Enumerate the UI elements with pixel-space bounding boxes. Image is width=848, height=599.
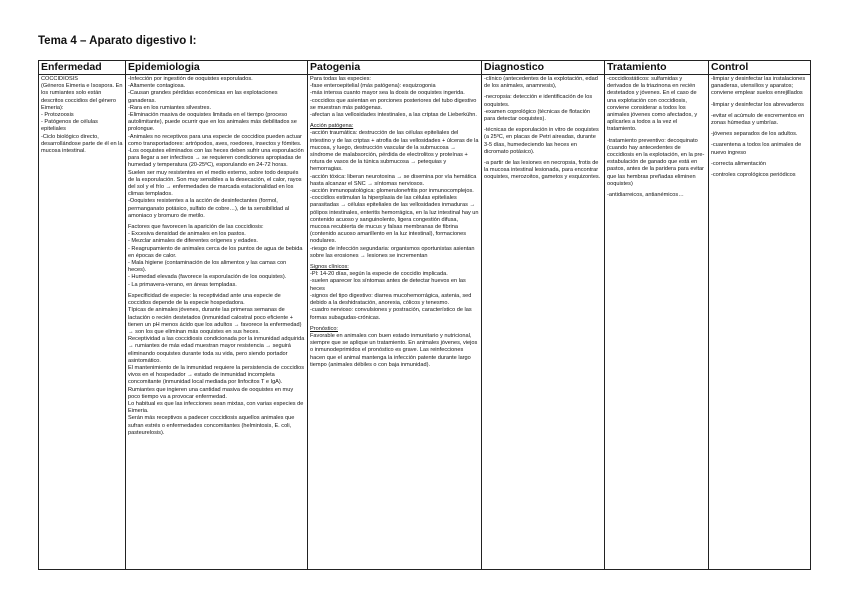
diagnostico-line: -técnicas de esporulación in vitro de ooquistes (a 25ºC, en placas de Petri aireadas, durante 3-5 días, humedeciendo las heces en dicromato potásico). — [484, 127, 601, 155]
header-control: Control — [709, 61, 811, 75]
patogenia-line: -acción traumática: destrucción de las células epiteliales del intestino y de las criptas + atrofia de las vellosidades + úlceras de la mucosa, y luego, destrucción vascular de la submucosa → síndrome de malabsorción, pérdida de electrolitos y proteínas + rotura de vasos de la túnica submucosa → petequias y hemorragias. — [310, 130, 481, 173]
epidemiologia-line: -Los ooquistes eliminados con las heces deben sufrir una esporulación para llegar a ser infectivos → se requieren condiciones apropiadas de humedad y temperatura (20-25ºC), esporulando en 24-72 horas. Suelen ser muy resistentes en el medio externo, sobre todo después de la esporulación. Son muy sensibles a la desecación, el calor, rayos del sol y el frío → enfermedades de marcada estacionalidad en los climas templados. — [128, 148, 306, 198]
patogenia-line: -riesgo de infección segundaria: organismos oportunistas asientan sobre las erosiones → lesiones se incrementan — [310, 245, 477, 259]
diagnostico-line: -a partir de las lesiones en necropsia, frotis de la mucosa intestinal lesionada, para encontrar ooquistes, merozoitos, gametos y esquizontes. — [484, 160, 601, 181]
header-tratamiento: Tratamiento — [605, 61, 709, 75]
cell-enfermedad — [39, 75, 126, 570]
patogenia-line: -suelen aparecer los síntomas antes de detectar huevos en las heces — [310, 278, 468, 292]
epidemiologia-line: - Reagrupamiento de animales cerca de los puntos de agua de bebida en épocas de calor. — [128, 245, 305, 259]
patogenia-line: -acción tóxica: liberan neurotoxina → se disemina por vía hemática hasta alcanzar el SNC → síntomas nerviosos. — [310, 173, 478, 187]
control-line: -correcta alimentación — [711, 160, 767, 167]
epidemiologia-line: Típicas de animales jóvenes, durante las primeras semanas de lactación o recién destetados (inmunidad calostral poco eficiente + tienen un pH menos ácido que los adultos → favorece la enfermedad) → son los que eliminan más ooquistes en sus heces. — [128, 307, 304, 335]
table-header-row — [39, 61, 811, 75]
tratamiento-line: -tratamiento preventivo: decoquinato (cuando hay antecedentes de coccidiosis en la explotación, en la pre-estabulación de ganado que está en pastos, antes de la paridera para evitar que las hembras preñadas eliminen ooquistes) — [607, 137, 706, 187]
cell-control — [709, 75, 811, 570]
epidemiologia-line: -Infección por ingestión de ooquistes esporulados. — [128, 76, 253, 82]
epidemiologia-line: -Ooquistes resistentes a la acción de desinfectantes (formol, permanganato potásico, sulfato de cobre…), de ta sensibilidad al amoniaco y bromuro de metilo. — [128, 198, 291, 219]
epidemiologia-line: Especificidad de especie: la receptividad ante una especie de coccidios depende de la especie hospedadora. — [128, 292, 283, 307]
patogenia-line: -coccidios que asientan en porciones posteriores del tubo digestivo se muestran más patógenas. — [310, 97, 478, 111]
enfermedad-line: COCCIDIOSIS — [41, 76, 78, 82]
patogenia-line: Pronóstico: — [310, 325, 338, 332]
enfermedad-line: - Protozoosis — [41, 112, 74, 119]
epidemiologia-line: -Eliminación masiva de ooquistes limitada en el tiempo (proceso autolimitante), puede ocurrir que en los animales más debilitados se prolongue. — [128, 112, 299, 133]
tratamiento-line: -antidiarreicos, antianémicos… — [607, 192, 684, 199]
patogenia-line: Signos clínicos: — [310, 264, 349, 271]
patogenia-line: Favorable en animales con buen estado inmunitario y nutricional, siempre que se aplique un tratamiento. En animales jóvenes, viejos o inmunodeprimidos el pronóstico es grave. Las reinfecciones hacen que el animal mantenga la infección patente durante largo tiempo (animales débiles o con baja inmunidad). — [310, 332, 479, 368]
header-enfermedad: Enfermedad — [39, 61, 126, 75]
cell-tratamiento — [605, 75, 709, 570]
epidemiologia-line: - La primavera-verano, en áreas templadas. — [128, 281, 237, 288]
enfermedad-line: (Géneros Eimeria e Isospora. En los rumiantes solo están descritos coccidios del género Eimeria): — [41, 83, 125, 111]
header-diagnostico: Diagnostico — [482, 61, 605, 75]
page-title: Tema 4 – Aparato digestivo I: — [38, 35, 197, 47]
patogenia-line: -afectan a las vellosidades intestinales, a las criptas de Lieberkühn. — [310, 112, 477, 119]
cell-epidemiologia — [126, 75, 308, 570]
epidemiologia-line: -Animales no receptivos para una especie de coccidios pueden actuar como transportadores: artrópodos, aves, roedores, insectos y fómites. — [128, 133, 304, 147]
epidemiologia-line: -Rara en los rumiantes silvestres. — [128, 104, 212, 111]
control-line: -evitar el acúmulo de excrementos en zonas húmedas y umbrías. — [711, 112, 806, 127]
header-epidemiologia: Epidemiologia — [126, 61, 308, 75]
patogenia-line: -cuadro nervioso: convulsiones y postración, característico de las formas subagudas-crónicas. — [310, 307, 474, 321]
epidemiologia-line: El mantenimiento de la inmunidad requiere la persistencia de coccidios vivos en el hospedador → estado de inmunidad incompleta concomitante (inmunidad local mediada por linfocitos T e IgA). — [128, 364, 306, 386]
patogenia-line: -Pl: 14-20 días, según la especie de coccidio implicada. — [310, 271, 448, 278]
patogenia-line: Acción patógena: — [310, 123, 354, 130]
control-line: -controles coprológicos periódicos — [711, 172, 796, 179]
diagnostico-line: -clínico (antecedentes de la explotación, edad de los animales, anamnesis), — [484, 76, 600, 90]
epidemiologia-line: - Mezclar animales de diferentes orígenes y edades. — [128, 238, 258, 245]
patogenia-line: -fase enteroepitelial (más patógena): esquizogonia — [310, 83, 436, 90]
patogenia-line: Para todas las especies: — [310, 76, 371, 82]
epidemiologia-line: - Humedad elevada (favorece la esporulación de los ooquistes). — [128, 274, 287, 281]
epidemiologia-line: Factores que favorecen la aparición de las coccidiosis: — [128, 224, 264, 231]
control-line: -limpiar y desinfectar los abrevaderos — [711, 101, 804, 108]
tratamiento-line: -coccidiostáticos: sulfamidas y derivados de la triazinona en recién destetados y jóvenes. En el caso de una explotación con coccidiosis, conviene considerar a todos los animales jóvenes como afectados, y aplicarles a todos a la vez el tratamiento. — [607, 76, 699, 133]
patogenia-line: -coccidios estimulan la hiperplasia de las células epiteliales parasitadas → células epiteliales de las vellosidades inmaduras → pólipos intestinales, enteritis hemorrágica, en la luz intestinal hay un contenido acuoso y sanguinolento, ligera congestión difusa, mucosa recubierta de mucus y falsas membranas de fibrina (contenido acuoso amarillento en la luz intestinal), formaciones nodulares. — [310, 195, 481, 245]
control-line: -limpiar y desinfectar las instalaciones ganaderas, utensilios y aparatos; conviene emplear suelos enrejillados — [711, 76, 807, 97]
table-row — [39, 75, 811, 570]
enfermedad-line: - Patógenos de células epiteliales — [41, 119, 100, 133]
epidemiologia-line: Lo habitual es que las infecciones sean mixtas, con varias especies de Eimeria. — [128, 400, 305, 415]
diagnostico-line: -examen coprológico (técnicas de flotación para detectar ooquistes). — [484, 108, 592, 123]
epidemiologia-line: -Altamente contagiosa. — [128, 83, 186, 90]
patogenia-line: -signos del tipo digestivo: diarrea mucohemorrágica, astenia, sed debido a la deshidratación, anorexia, cólicos y tenesmo. — [310, 292, 473, 307]
header-patogenia: Patogenia — [308, 61, 482, 75]
epidemiologia-line: Serán más receptivos a padecer coccidiosis aquellos animales que sufran estrés o enfermedades concomitantes (helmintosis, E. coli, pasteurelosis). — [128, 415, 296, 436]
patogenia-line: -acción inmunopatológica: glomerulonefritis por inmunocomplejos. — [310, 188, 474, 195]
patogenia-line: -más intensa cuanto mayor sea la dosis de ooquistes ingerida. — [310, 90, 465, 97]
diagnostico-line: -necropsia: detección e identificación de los ooquistes. — [484, 94, 594, 108]
epidemiologia-line: Receptividad a las coccidiosis condicionada por la inmunidad adquirida → rumiantes de más edad muestran mayor resistencia → seguirá eliminando ooquistes durante toda su vida, pero siendo portador asintomático. — [128, 336, 306, 364]
disease-table — [38, 60, 811, 570]
cell-diagnostico — [482, 75, 605, 570]
enfermedad-line: -Ciclo biológico directo, desarrollándose parte de él en la mucosa intestinal. — [41, 133, 125, 155]
epidemiologia-line: - Excesiva densidad de animales en los pastos. — [128, 231, 246, 238]
cell-patogenia — [308, 75, 482, 570]
control-line: -cuarentena a todos los animales de nuevo ingreso — [711, 142, 803, 156]
epidemiologia-line: Rumiantes que ingieren una cantidad masiva de ooquistes en muy poco tiempo va a provocar enfermedad. — [128, 386, 295, 400]
epidemiologia-line: -Causan grandes pérdidas económicas en las explotaciones ganaderas. — [128, 90, 280, 104]
epidemiologia-line: - Mala higiene (contaminación de los alimentos y las camas con heces). — [128, 260, 288, 274]
control-line: -jóvenes separados de los adultos. — [711, 131, 798, 138]
